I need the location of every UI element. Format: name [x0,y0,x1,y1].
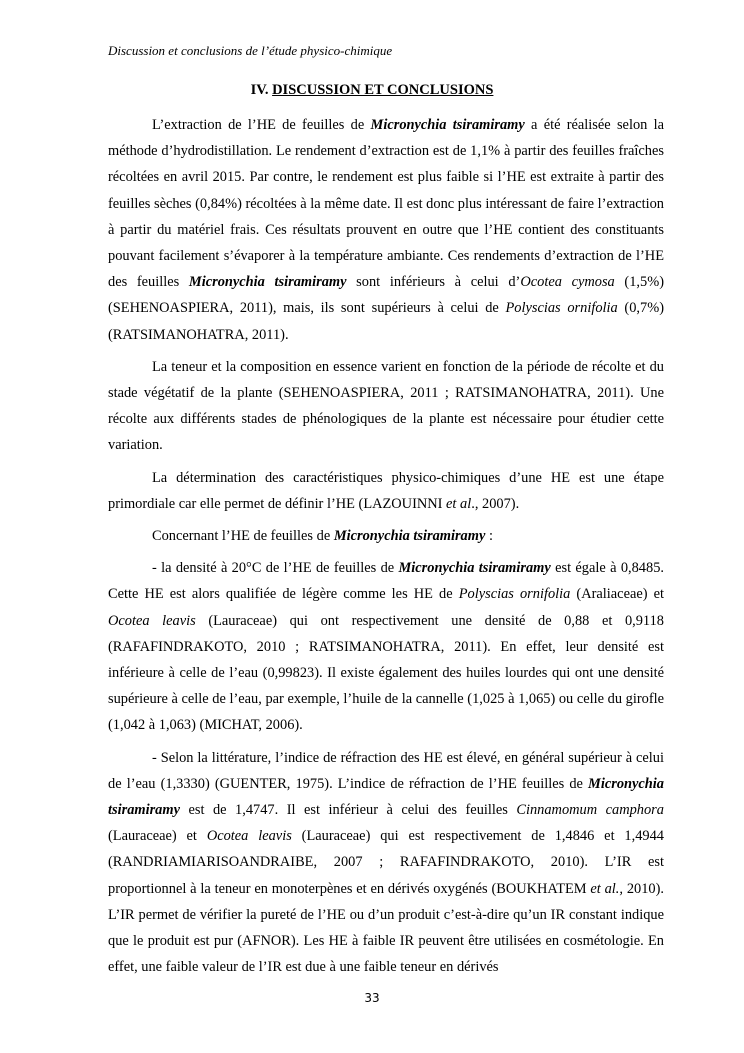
species-name: Polyscias ornifolia [458,586,571,603]
paragraph-determination [108,465,664,517]
species-name: Ocotea leavis [108,612,196,629]
text-run: (Araliaceae) et [570,586,665,603]
paragraph-densite [108,555,664,738]
text-run: Concernant l’HE de feuilles de [152,528,334,545]
text-run: L’extraction de l’HE de feuilles de [152,117,371,133]
species-name: Micronychia tsiramiramy [188,274,347,291]
paragraph-composition [108,354,664,459]
species-name: Ocotea leavis [206,828,292,845]
text-run: ., 2007). [471,495,520,512]
running-header: Discussion et conclusions de l’étude physico-chimique [108,43,393,58]
paragraph-concernant [108,523,664,549]
text-run: (Lauraceae) et [108,828,207,845]
paragraph-extraction [108,112,664,348]
section-number: IV. [250,82,273,98]
text-run: (Lauraceae) qui est respectivement de 1,4846 et 1,4944 (RANDRIAMIARISOANDRAIBE, 2007 ; RAFAFINDRAKOTO, 2010). L’IR est proportionnel à la teneur en monoterpènes et en dérivés oxygénés (BOUKHATEM [108,828,664,897]
species-name: Micronychia tsiramiramy [108,775,664,819]
text-run: a été réalisée selon la méthode d’hydrodistillation. Le rendement d’extraction est de 1,1% à partir des feuilles fraîches récoltées en avril 2015. Par contre, le rendement est plus faible si l’HE est extraite à partir des feuilles sèches (0,84%) récoltées à la même date. Il est donc plus intéressant de faire l’extraction à partir du matériel frais. Ces résultats prouvent en outre que l’HE contient des constituants pouvant facilement s’évaporer à la température ambiante. Ces rendements d’extraction de l’HE des feuilles [108,117,664,291]
text-run: - la densité à 20°C de l’HE de feuilles de [152,560,399,577]
text-run: (0,7%) (RATSIMANOHATRA, 2011). [108,300,664,343]
species-name: Ocotea cymosa [520,274,615,291]
text-run: est de 1,4747. Il est inférieur à celui des feuilles [179,802,517,819]
citation-etal: et al., [590,880,624,897]
species-name: Micronychia tsiramiramy [370,117,525,133]
text-run: - Selon la littérature, l’indice de réfraction des HE est élevé, en général supérieur à celui de l’eau (1,3330) (GUENTER, 1975). L’indice de réfraction de l’HE feuilles de [108,749,664,792]
species-name: Polyscias ornifolia [505,300,618,317]
text-run: (Lauraceae) qui ont respectivement une densité de 0,88 et 0,9118 (RAFAFINDRAKOTO, 2010 ; RATSIMANOHATRA, 2011). En effet, leur densité est inférieure à celle de l’eau (0,99823). Il existe également des huiles lourdes qui ont une densité supérieure à celle de l’eau, par exemple, l’huile de la cannelle (1,025 à 1,065) ou celle du girofle (1,042 à 1,063) (MICHAT, 2006). [108,612,664,734]
paragraph-refraction [108,745,664,981]
text-run: est égale à 0,8485. Cette HE est alors qualifiée de légère comme les HE de [108,560,664,603]
species-name: Cinnamomum camphora [516,802,664,819]
section-heading: DISCUSSION ET CONCLUSIONS [272,82,494,98]
text-run: La teneur et la composition en essence varient en fonction de la période de récolte et du stade végétatif de la plante (SEHENOASPIERA, 2011 ; RATSIMANOHATRA, 2011). Une récolte aux différents stades de phénologiques de la plante est nécessaire pour étudier cette variation. [108,358,664,454]
species-name: Micronychia tsiramiramy [333,528,486,545]
text-run: : [485,528,493,545]
section-title [0,81,744,99]
text-run: sont inférieurs à celui d’ [346,274,521,291]
text-run: 2010). L’IR permet de vérifier la pureté de l’HE ou d’un produit c’est-à-dire qu’un IR constant indique que le produit est pur (AFNOR). Les HE à faible IR peuvent être utilisées en cosmétologie. En effet, une faible valeur de l’IR est due à une faible teneur en dérivés [108,880,665,976]
body-text [108,112,664,987]
page-number: 33 [364,991,380,1005]
citation-etal: et al [446,495,472,512]
text-run: (1,5%) (SEHENOASPIERA, 2011), mais, ils sont supérieurs à celui de [108,274,664,317]
text-run: La détermination des caractéristiques physico-chimiques d’une HE est une étape primordiale car elle permet de définir l’HE (LAZOUINNI [108,469,664,512]
species-name: Micronychia tsiramiramy [398,560,551,577]
